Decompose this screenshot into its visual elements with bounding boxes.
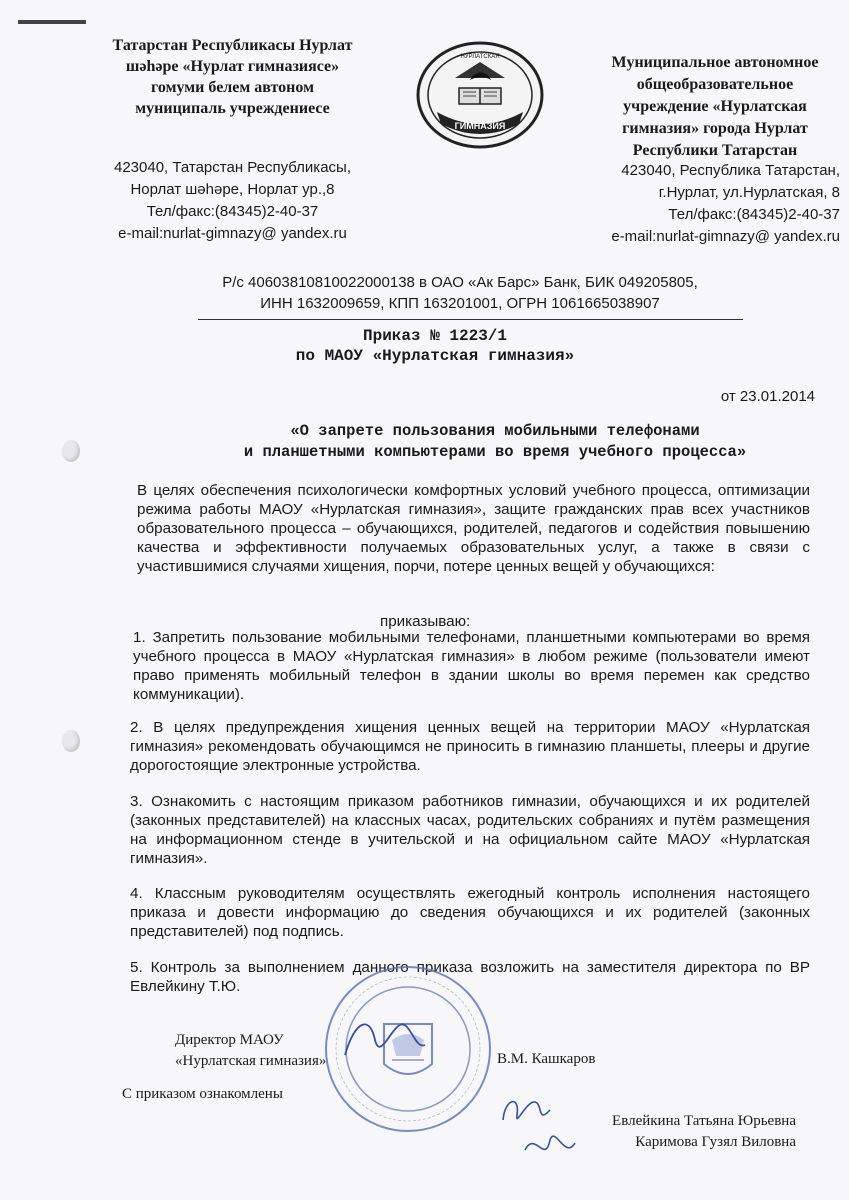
header-right-org-name xyxy=(590,52,840,162)
director-signature xyxy=(340,1010,430,1070)
tax-ids-line: ИНН 1632009659, КПП 163201001, ОГРН 1061665038907 xyxy=(260,295,660,312)
header-left-line: муниципаль учреждениесе xyxy=(135,100,330,117)
acknowledged-names xyxy=(540,1111,796,1153)
bank-account-line: Р/с 40603810810022000138 в ОАО «Ак Барс» Банк, БИК 049205805, xyxy=(222,274,698,291)
header-left-line: шәһәре «Нурлат гимназиясе» xyxy=(125,58,340,75)
header-left-line: гомуми белем автоном xyxy=(151,79,314,96)
header-right-line: Муниципальное автономное xyxy=(611,54,819,71)
header-right-line: гимназия» города Нурлат xyxy=(622,120,808,137)
gymnasium-logo xyxy=(415,40,545,150)
phone-line: Тел/факс:(84345)2-40-37 xyxy=(668,206,840,223)
order-item-5: 5. Контроль за выполнением данного приказа возложить на заместителя директора по ВР Евлейкину Т.Ю. xyxy=(130,959,810,995)
header-left-line: Татарстан Республикасы Нурлат xyxy=(112,37,353,54)
order-item-1: 1. Запретить пользование мобильными телефонами, планшетными компьютерами во время учебного процесса в МАОУ «Нурлатская гимназия» в любом режиме (пользователи имеют право применять мобильный телефон в здании школы во время перемен как средство коммуникации). xyxy=(133,629,810,703)
header-right-line: учреждение «Нурлатская xyxy=(623,98,807,115)
order-number: Приказ № 1223/1 xyxy=(362,327,508,345)
bank-details xyxy=(150,272,770,314)
director-name: В.М. Кашкаров xyxy=(497,1051,596,1067)
order-item-2: 2. В целях предупреждения хищения ценных вещей на территории МАОУ «Нурлатская гимназия» рекомендовать обучающимся не приносить в гимназию планшеты, плееры и другие дорогостоящие электронные устройства. xyxy=(130,719,810,774)
subject-line: и планшетными компьютерами во время учебного процесса» xyxy=(243,443,747,461)
address-line: 423040, Татарстан Республикасы, xyxy=(114,159,351,176)
address-line: Норлат шәһәре, Норлат ур.,8 xyxy=(130,181,335,198)
order-item-4: 4. Классным руководителям осуществлять ежегодный контроль исполнения настоящего приказа и довести информацию до сведения обучающихся и их родителей (законных представителей) под подпись. xyxy=(130,885,810,940)
acknowledgement-label: С приказом ознакомлены xyxy=(122,1086,283,1102)
email-line: e-mail:nurlat-gimnazy@ yandex.ru xyxy=(118,225,347,242)
acknowledged-name: Евлейкина Татьяна Юрьевна xyxy=(612,1113,796,1129)
header-divider xyxy=(198,319,743,320)
order-heading xyxy=(150,326,720,366)
header-left-org-name xyxy=(95,35,370,119)
preamble-paragraph: В целях обеспечения психологически комфортных условий учебного процесса, оптимизации режима работы МАОУ «Нурлатская гимназия», защите гражданских прав всех участников образовательного процесса – обучающихся, родителей, педагогов и содействия повышению качества и эффективности получаемых образовательных услуг, а также в связи с участившимися случаями хищения, порчи, потере ценных вещей у обучающихся: xyxy=(137,482,810,575)
director-position xyxy=(175,1030,326,1072)
order-org: по МАОУ «Нурлатская гимназия» xyxy=(295,347,575,365)
header-right-address xyxy=(580,160,840,248)
punch-hole xyxy=(62,440,80,462)
logo-top-text: НУРЛАТСКАЯ xyxy=(460,54,500,60)
position-line: «Нурлатская гимназия» xyxy=(175,1053,327,1069)
logo-text: ГИМНАЗИЯ xyxy=(454,121,506,131)
header-right-line: Республики Татарстан xyxy=(632,142,798,159)
order-subject xyxy=(180,421,810,463)
subject-line: «О запрете пользования мобильными телефонами xyxy=(290,422,700,440)
address-line: г.Нурлат, ул.Нурлатская, 8 xyxy=(658,184,840,201)
position-line: Директор МАОУ xyxy=(175,1032,284,1048)
acknowledged-name: Каримова Гузял Виловна xyxy=(635,1134,796,1150)
address-line: 423040, Республика Татарстан, xyxy=(621,162,840,179)
order-item-3: 3. Ознакомить с настоящим приказом работников гимназии, обучающихся и их родителей (законных представителей) на классных часах, родительских собраниях и путём размещения на информационном стенде в учительской и на официальном сайте МАОУ «Нурлатская гимназия». xyxy=(130,793,810,867)
scan-artifact-line xyxy=(18,20,86,24)
order-date: от 23.01.2014 xyxy=(720,388,815,405)
phone-line: Тел/факс:(84345)2-40-37 xyxy=(146,203,319,220)
order-directive-word: приказываю: xyxy=(380,613,471,630)
email-line: e-mail:nurlat-gimnazy@ yandex.ru xyxy=(611,228,840,245)
punch-hole xyxy=(62,730,80,752)
header-right-line: общеобразовательное xyxy=(636,76,794,93)
header-left-address xyxy=(95,157,370,245)
